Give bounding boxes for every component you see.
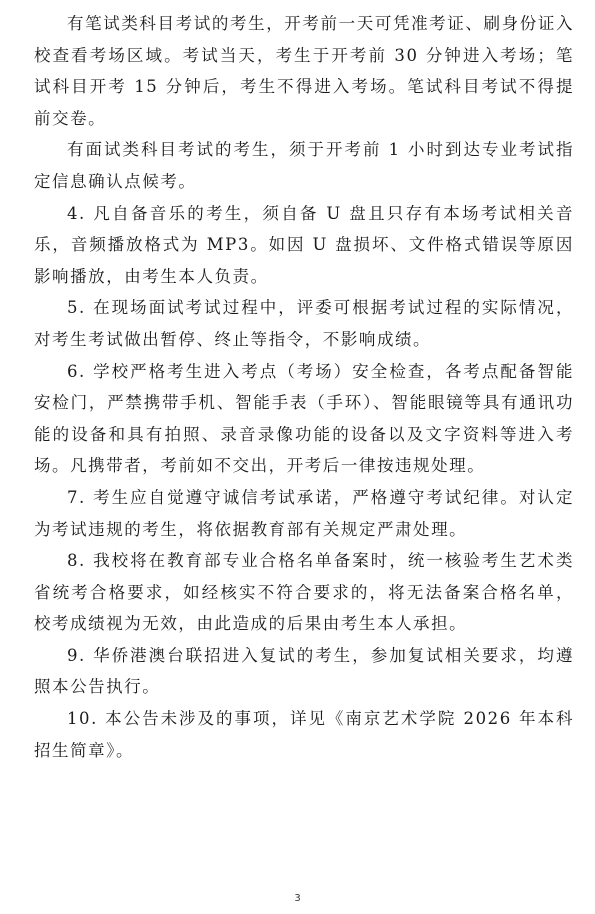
paragraph-item-7: 7. 考生应自觉遵守诚信考试承诺，严格遵守考试纪律。对认定为考试违规的考生，将依据教育部有关规定严肃处理。 [34,487,574,539]
document-body [34,8,574,766]
paragraph-item-9: 9. 华侨港澳台联招进入复试的考生，参加复试相关要求，均遵照本公告执行。 [34,645,574,697]
paragraph-item-10: 10. 本公告未涉及的事项，详见《南京艺术学院 2026 年本科招生简章》。 [34,709,574,760]
paragraph-item-5: 5. 在现场面试考试过程中，评委可根据考试过程的实际情况，对考生考试做出暂停、终止等指令，不影响成绩。 [34,298,574,349]
paragraph-written-exam: 有笔试类科目考试的考生，开考前一天可凭准考证、刷身份证入校查看考场区域。考试当天，考生于开考前 30 分钟进入考场；笔试科目开考 15 分钟后，考生不得进入考场。笔试科目考试不得提前交卷。 [34,14,574,128]
paragraph-item-4: 4. 凡自备音乐的考生，须自备 U 盘且只存有本场考试相关音乐，音频播放格式为 MP3。如因 U 盘损坏、文件格式错误等原因影响播放，由考生本人负责。 [34,203,574,286]
page-number: 3 [294,893,301,904]
paragraph-item-8: 8. 我校将在教育部专业合格名单备案时，统一核验考生艺术类省统考合格要求，如经核实不符合要求的，将无法备案合格名单，校考成绩视为无效，由此造成的后果由考生本人承担。 [34,551,574,634]
paragraph-item-6: 6. 学校严格考生进入考点（考场）安全检查，各考点配备智能安检门，严禁携带手机、智能手表（手环）、智能眼镜等具有通讯功能的设备和具有拍照、录音录像功能的设备以及文字资料等进入考场。凡携带者，考前如不交出，开考后一律按违规处理。 [34,361,574,476]
paragraph-interview-exam: 有面试类科目考试的考生，须于开考前 1 小时到达专业考试指定信息确认点候考。 [34,140,574,191]
